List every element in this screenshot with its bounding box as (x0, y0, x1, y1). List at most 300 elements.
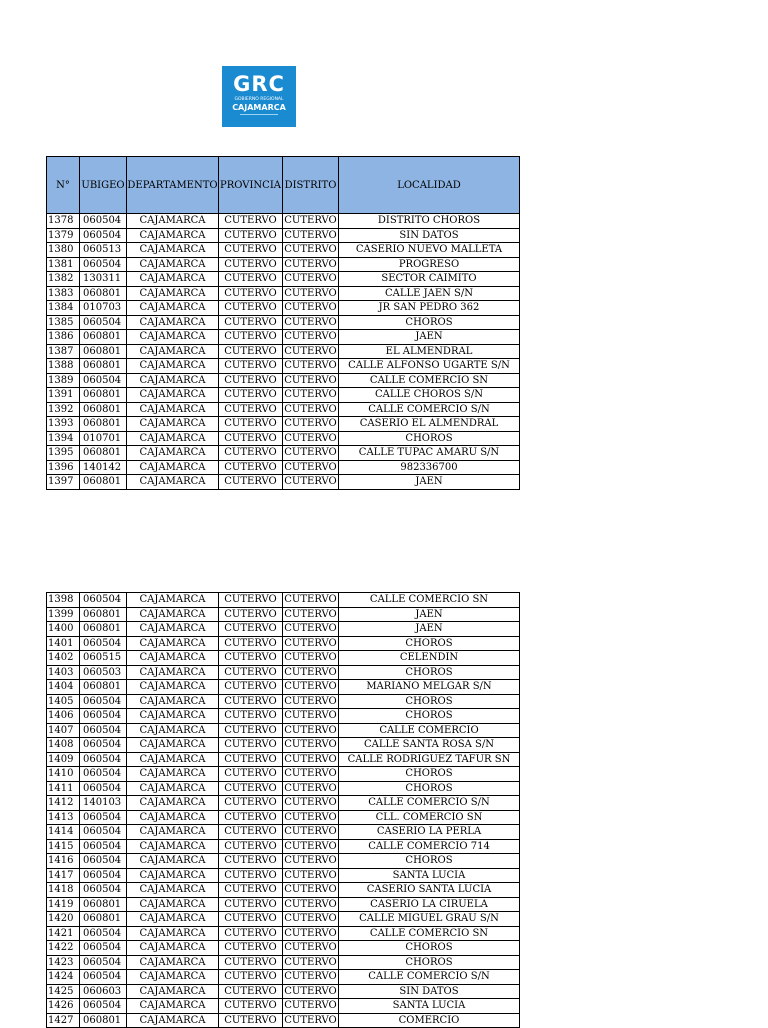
cell-localidad: SIN DATOS (339, 984, 520, 999)
cell-ubigeo: 060504 (80, 373, 127, 388)
cell-ubigeo: 060801 (80, 446, 127, 461)
cell-numero: 1427 (47, 1013, 80, 1028)
cell-ubigeo: 060801 (80, 388, 127, 403)
cell-distrito: CUTERVO (284, 302, 337, 314)
cell-ubigeo: 060801 (80, 912, 127, 927)
cell-numero: 1423 (47, 955, 80, 970)
cell-localidad: CALLE MIGUEL GRAU S/N (339, 912, 520, 927)
cell-departamento: CAJAMARCA (127, 257, 219, 272)
table-row (47, 373, 520, 388)
table-row (47, 1013, 520, 1028)
cell-departamento: CAJAMARCA (127, 388, 219, 403)
cell-numero: 1385 (47, 315, 80, 330)
table-row (47, 897, 520, 912)
cell-provincia: CUTERVO (219, 344, 283, 359)
cell-provincia: CUTERVO (219, 460, 283, 475)
cell-distrito: CUTERVO (284, 927, 337, 939)
cell-distrito: CUTERVO (284, 971, 337, 983)
table-row (47, 446, 520, 461)
cell-ubigeo: 060504 (80, 767, 127, 782)
cell-numero: 1416 (47, 854, 80, 869)
cell-ubigeo: 140103 (80, 796, 127, 811)
cell-ubigeo: 060504 (80, 868, 127, 883)
cell-numero: 1406 (47, 709, 80, 724)
cell-ubigeo: 060504 (80, 636, 127, 651)
cell-distrito: CUTERVO (284, 739, 337, 751)
cell-distrito: CUTERVO (284, 666, 337, 678)
cell-distrito: CUTERVO (284, 623, 337, 635)
cell-numero: 1383 (47, 286, 80, 301)
cell-distrito: CUTERVO (284, 244, 337, 256)
cell-ubigeo: 060504 (80, 738, 127, 753)
cell-numero: 1418 (47, 883, 80, 898)
cell-provincia: CUTERVO (219, 999, 283, 1014)
gobierno-regional-logo (222, 66, 296, 127)
cell-distrito: CUTERVO (284, 826, 337, 838)
cell-departamento: CAJAMARCA (127, 883, 219, 898)
cell-localidad: CALLE ALFONSO UGARTE S/N (339, 359, 520, 374)
cell-localidad: CALLE COMERCIO SN (339, 926, 520, 941)
cell-departamento: CAJAMARCA (127, 228, 219, 243)
cell-ubigeo: 060504 (80, 883, 127, 898)
table-row (47, 810, 520, 825)
localidades-table-1 (46, 156, 520, 490)
cell-departamento: CAJAMARCA (127, 970, 219, 985)
cell-ubigeo: 060801 (80, 475, 127, 490)
cell-departamento: CAJAMARCA (127, 999, 219, 1014)
cell-distrito: CUTERVO (284, 695, 337, 707)
cell-numero: 1394 (47, 431, 80, 446)
cell-departamento: CAJAMARCA (127, 897, 219, 912)
table-row (47, 475, 520, 490)
cell-ubigeo: 060504 (80, 839, 127, 854)
cell-numero: 1382 (47, 272, 80, 287)
table-row (47, 825, 520, 840)
cell-numero: 1424 (47, 970, 80, 985)
cell-numero: 1419 (47, 897, 80, 912)
cell-localidad: CALLE COMERCIO SN (339, 593, 520, 608)
cell-ubigeo: 060801 (80, 607, 127, 622)
cell-numero: 1410 (47, 767, 80, 782)
cell-ubigeo: 060513 (80, 243, 127, 258)
cell-provincia: CUTERVO (219, 970, 283, 985)
cell-provincia: CUTERVO (219, 402, 283, 417)
cell-departamento: CAJAMARCA (127, 680, 219, 695)
cell-ubigeo: 060504 (80, 970, 127, 985)
cell-provincia: CUTERVO (219, 984, 283, 999)
table-row (47, 431, 520, 446)
cell-distrito: CUTERVO (284, 418, 337, 430)
cell-numero: 1401 (47, 636, 80, 651)
cell-localidad: CHOROS (339, 694, 520, 709)
cell-localidad: CHOROS (339, 854, 520, 869)
cell-localidad: PROGRESO (339, 257, 520, 272)
cell-localidad: CHOROS (339, 941, 520, 956)
cell-distrito: CUTERVO (284, 273, 337, 285)
cell-distrito: CUTERVO (284, 403, 337, 415)
cell-departamento: CAJAMARCA (127, 868, 219, 883)
cell-departamento: CAJAMARCA (127, 622, 219, 637)
cell-localidad: JAEN (339, 330, 520, 345)
cell-provincia: CUTERVO (219, 680, 283, 695)
cell-localidad: CALLE COMERCIO 714 (339, 839, 520, 854)
cell-localidad: CALLE COMERCIO SN (339, 373, 520, 388)
cell-provincia: CUTERVO (219, 373, 283, 388)
table-row (47, 257, 520, 272)
header-ubigeo: UBIGEO (80, 157, 127, 214)
cell-distrito: CUTERVO (284, 1014, 337, 1026)
cell-departamento: CAJAMARCA (127, 214, 219, 229)
cell-departamento: CAJAMARCA (127, 723, 219, 738)
cell-numero: 1402 (47, 651, 80, 666)
cell-ubigeo: 060504 (80, 214, 127, 229)
cell-distrito: CUTERVO (284, 913, 337, 925)
cell-localidad: CASERIO SANTA LUCIA (339, 883, 520, 898)
cell-numero: 1379 (47, 228, 80, 243)
cell-ubigeo: 060801 (80, 402, 127, 417)
cell-ubigeo: 060504 (80, 257, 127, 272)
cell-provincia: CUTERVO (219, 431, 283, 446)
cell-departamento: CAJAMARCA (127, 665, 219, 680)
cell-localidad: CALLE COMERCIO S/N (339, 402, 520, 417)
cell-departamento: CAJAMARCA (127, 854, 219, 869)
cell-provincia: CUTERVO (219, 286, 283, 301)
table-row (47, 752, 520, 767)
cell-distrito: CUTERVO (284, 447, 337, 459)
cell-departamento: CAJAMARCA (127, 651, 219, 666)
cell-distrito: CUTERVO (284, 985, 337, 997)
cell-ubigeo: 060801 (80, 417, 127, 432)
table-row (47, 694, 520, 709)
cell-provincia: CUTERVO (219, 883, 283, 898)
cell-localidad: SANTA LUCIA (339, 868, 520, 883)
table-row (47, 868, 520, 883)
cell-numero: 1395 (47, 446, 80, 461)
cell-localidad: DISTRITO CHOROS (339, 214, 520, 229)
cell-ubigeo: 060504 (80, 781, 127, 796)
cell-departamento: CAJAMARCA (127, 431, 219, 446)
cell-localidad: JAEN (339, 607, 520, 622)
cell-numero: 1409 (47, 752, 80, 767)
cell-provincia: CUTERVO (219, 767, 283, 782)
cell-localidad: 982336700 (339, 460, 520, 475)
cell-distrito: CUTERVO (284, 753, 337, 765)
cell-ubigeo: 060801 (80, 359, 127, 374)
table-row (47, 709, 520, 724)
cell-localidad: JR SAN PEDRO 362 (339, 301, 520, 316)
cell-departamento: CAJAMARCA (127, 272, 219, 287)
cell-distrito: CUTERVO (284, 855, 337, 867)
cell-numero: 1404 (47, 680, 80, 695)
table-row (47, 970, 520, 985)
cell-numero: 1397 (47, 475, 80, 490)
cell-distrito: CUTERVO (284, 869, 337, 881)
cell-provincia: CUTERVO (219, 955, 283, 970)
cell-departamento: CAJAMARCA (127, 810, 219, 825)
cell-departamento: CAJAMARCA (127, 607, 219, 622)
cell-numero: 1411 (47, 781, 80, 796)
cell-localidad: CHOROS (339, 781, 520, 796)
cell-localidad: CHOROS (339, 709, 520, 724)
cell-numero: 1398 (47, 593, 80, 608)
logo-underline (240, 114, 278, 115)
cell-distrito: CUTERVO (284, 884, 337, 896)
header-departamento: DEPARTAMENTO (127, 157, 219, 214)
cell-provincia: CUTERVO (219, 1013, 283, 1028)
cell-distrito: CUTERVO (284, 229, 337, 241)
cell-numero: 1426 (47, 999, 80, 1014)
cell-distrito: CUTERVO (284, 331, 337, 343)
cell-departamento: CAJAMARCA (127, 344, 219, 359)
cell-localidad: CALLE TUPAC AMARU S/N (339, 446, 520, 461)
cell-ubigeo: 060801 (80, 680, 127, 695)
cell-departamento: CAJAMARCA (127, 796, 219, 811)
cell-localidad: CALLE SANTA ROSA S/N (339, 738, 520, 753)
cell-numero: 1417 (47, 868, 80, 883)
table-row (47, 912, 520, 927)
table-row (47, 796, 520, 811)
cell-distrito: CUTERVO (284, 710, 337, 722)
table-row (47, 315, 520, 330)
cell-ubigeo: 060503 (80, 665, 127, 680)
cell-localidad: CALLE JAEN S/N (339, 286, 520, 301)
cell-provincia: CUTERVO (219, 912, 283, 927)
cell-localidad: CALLE COMERCIO S/N (339, 970, 520, 985)
cell-localidad: CALLE CHOROS S/N (339, 388, 520, 403)
cell-provincia: CUTERVO (219, 781, 283, 796)
cell-ubigeo: 060801 (80, 622, 127, 637)
table-row (47, 738, 520, 753)
cell-localidad: CHOROS (339, 767, 520, 782)
cell-distrito: CUTERVO (284, 942, 337, 954)
table-row (47, 388, 520, 403)
cell-distrito: CUTERVO (284, 594, 337, 606)
cell-ubigeo: 140142 (80, 460, 127, 475)
cell-distrito: CUTERVO (284, 608, 337, 620)
cell-numero: 1396 (47, 460, 80, 475)
table-row (47, 984, 520, 999)
cell-localidad: CHOROS (339, 636, 520, 651)
cell-numero: 1384 (47, 301, 80, 316)
cell-departamento: CAJAMARCA (127, 286, 219, 301)
cell-localidad: CHOROS (339, 665, 520, 680)
cell-numero: 1412 (47, 796, 80, 811)
cell-numero: 1391 (47, 388, 80, 403)
table-row (47, 330, 520, 345)
cell-distrito: CUTERVO (284, 768, 337, 780)
cell-provincia: CUTERVO (219, 593, 283, 608)
cell-departamento: CAJAMARCA (127, 315, 219, 330)
table-row (47, 680, 520, 695)
cell-departamento: CAJAMARCA (127, 738, 219, 753)
cell-departamento: CAJAMARCA (127, 839, 219, 854)
cell-ubigeo: 060801 (80, 330, 127, 345)
cell-provincia: CUTERVO (219, 315, 283, 330)
cell-departamento: CAJAMARCA (127, 825, 219, 840)
cell-departamento: CAJAMARCA (127, 984, 219, 999)
table-row (47, 243, 520, 258)
cell-numero: 1403 (47, 665, 80, 680)
cell-departamento: CAJAMARCA (127, 593, 219, 608)
cell-numero: 1425 (47, 984, 80, 999)
table-row (47, 286, 520, 301)
header-localidad: LOCALIDAD (339, 157, 520, 214)
cell-departamento: CAJAMARCA (127, 767, 219, 782)
cell-departamento: CAJAMARCA (127, 955, 219, 970)
cell-distrito: CUTERVO (284, 345, 337, 357)
table-row (47, 301, 520, 316)
cell-departamento: CAJAMARCA (127, 301, 219, 316)
table-row (47, 344, 520, 359)
cell-provincia: CUTERVO (219, 417, 283, 432)
cell-departamento: CAJAMARCA (127, 941, 219, 956)
cell-numero: 1420 (47, 912, 80, 927)
cell-ubigeo: 060504 (80, 228, 127, 243)
table-row (47, 460, 520, 475)
cell-numero: 1408 (47, 738, 80, 753)
cell-ubigeo: 060504 (80, 941, 127, 956)
cell-localidad: CHOROS (339, 431, 520, 446)
header-distrito: DISTRITO (283, 157, 339, 214)
cell-ubigeo: 060603 (80, 984, 127, 999)
cell-distrito: CUTERVO (284, 637, 337, 649)
table-row (47, 941, 520, 956)
cell-provincia: CUTERVO (219, 475, 283, 490)
table-row (47, 665, 520, 680)
cell-distrito: CUTERVO (284, 782, 337, 794)
cell-provincia: CUTERVO (219, 854, 283, 869)
cell-ubigeo: 130311 (80, 272, 127, 287)
cell-ubigeo: 060515 (80, 651, 127, 666)
table-row (47, 767, 520, 782)
cell-provincia: CUTERVO (219, 228, 283, 243)
table-row (47, 883, 520, 898)
cell-departamento: CAJAMARCA (127, 417, 219, 432)
header-numero: N° (47, 157, 80, 214)
cell-provincia: CUTERVO (219, 622, 283, 637)
table-row (47, 636, 520, 651)
cell-provincia: CUTERVO (219, 810, 283, 825)
cell-numero: 1388 (47, 359, 80, 374)
cell-departamento: CAJAMARCA (127, 446, 219, 461)
cell-provincia: CUTERVO (219, 665, 283, 680)
cell-distrito: CUTERVO (284, 797, 337, 809)
cell-provincia: CUTERVO (219, 243, 283, 258)
cell-departamento: CAJAMARCA (127, 1013, 219, 1028)
cell-departamento: CAJAMARCA (127, 460, 219, 475)
cell-numero: 1421 (47, 926, 80, 941)
table-row (47, 214, 520, 229)
cell-departamento: CAJAMARCA (127, 475, 219, 490)
cell-localidad: SECTOR CAIMITO (339, 272, 520, 287)
cell-provincia: CUTERVO (219, 694, 283, 709)
cell-distrito: CUTERVO (284, 724, 337, 736)
cell-localidad: JAEN (339, 475, 520, 490)
cell-departamento: CAJAMARCA (127, 752, 219, 767)
cell-localidad: COMERCIO (339, 1013, 520, 1028)
table-row (47, 359, 520, 374)
cell-departamento: CAJAMARCA (127, 402, 219, 417)
cell-distrito: CUTERVO (284, 461, 337, 473)
cell-ubigeo: 060504 (80, 825, 127, 840)
cell-ubigeo: 060504 (80, 709, 127, 724)
cell-localidad: CLL. COMERCIO SN (339, 810, 520, 825)
cell-distrito: CUTERVO (284, 316, 337, 328)
cell-numero: 1393 (47, 417, 80, 432)
table-header-row (47, 157, 520, 214)
logo-mark: GRC (233, 72, 285, 96)
cell-distrito: CUTERVO (284, 956, 337, 968)
cell-provincia: CUTERVO (219, 388, 283, 403)
localidades-table-2 (46, 592, 520, 1028)
cell-provincia: CUTERVO (219, 359, 283, 374)
cell-numero: 1386 (47, 330, 80, 345)
cell-provincia: CUTERVO (219, 796, 283, 811)
cell-localidad: CASERIO LA PERLA (339, 825, 520, 840)
cell-ubigeo: 060504 (80, 694, 127, 709)
table-row (47, 854, 520, 869)
cell-departamento: CAJAMARCA (127, 330, 219, 345)
cell-distrito: CUTERVO (284, 652, 337, 664)
cell-provincia: CUTERVO (219, 941, 283, 956)
cell-provincia: CUTERVO (219, 868, 283, 883)
table-row (47, 781, 520, 796)
cell-distrito: CUTERVO (284, 811, 337, 823)
table-row (47, 651, 520, 666)
cell-provincia: CUTERVO (219, 651, 283, 666)
cell-numero: 1413 (47, 810, 80, 825)
table-row (47, 839, 520, 854)
cell-numero: 1400 (47, 622, 80, 637)
logo-text-line2: CAJAMARCA (232, 103, 286, 112)
cell-localidad: CASERIO LA CIRUELA (339, 897, 520, 912)
cell-ubigeo: 060504 (80, 593, 127, 608)
cell-ubigeo: 010703 (80, 301, 127, 316)
cell-numero: 1414 (47, 825, 80, 840)
cell-numero: 1415 (47, 839, 80, 854)
cell-ubigeo: 060504 (80, 752, 127, 767)
cell-distrito: CUTERVO (284, 374, 337, 386)
cell-departamento: CAJAMARCA (127, 243, 219, 258)
cell-provincia: CUTERVO (219, 825, 283, 840)
cell-numero: 1392 (47, 402, 80, 417)
cell-provincia: CUTERVO (219, 330, 283, 345)
cell-provincia: CUTERVO (219, 636, 283, 651)
cell-numero: 1381 (47, 257, 80, 272)
cell-localidad: SANTA LUCIA (339, 999, 520, 1014)
table-row (47, 622, 520, 637)
table-row (47, 607, 520, 622)
table-row (47, 723, 520, 738)
cell-localidad: CASERIO EL ALMENDRAL (339, 417, 520, 432)
table-row (47, 272, 520, 287)
cell-departamento: CAJAMARCA (127, 694, 219, 709)
cell-provincia: CUTERVO (219, 752, 283, 767)
cell-distrito: CUTERVO (284, 258, 337, 270)
cell-ubigeo: 060801 (80, 897, 127, 912)
cell-provincia: CUTERVO (219, 839, 283, 854)
cell-departamento: CAJAMARCA (127, 359, 219, 374)
cell-ubigeo: 060504 (80, 955, 127, 970)
cell-numero: 1407 (47, 723, 80, 738)
cell-ubigeo: 060504 (80, 723, 127, 738)
cell-provincia: CUTERVO (219, 738, 283, 753)
cell-numero: 1405 (47, 694, 80, 709)
header-provincia: PROVINCIA (219, 157, 283, 214)
table-row (47, 926, 520, 941)
cell-distrito: CUTERVO (284, 840, 337, 852)
cell-provincia: CUTERVO (219, 301, 283, 316)
